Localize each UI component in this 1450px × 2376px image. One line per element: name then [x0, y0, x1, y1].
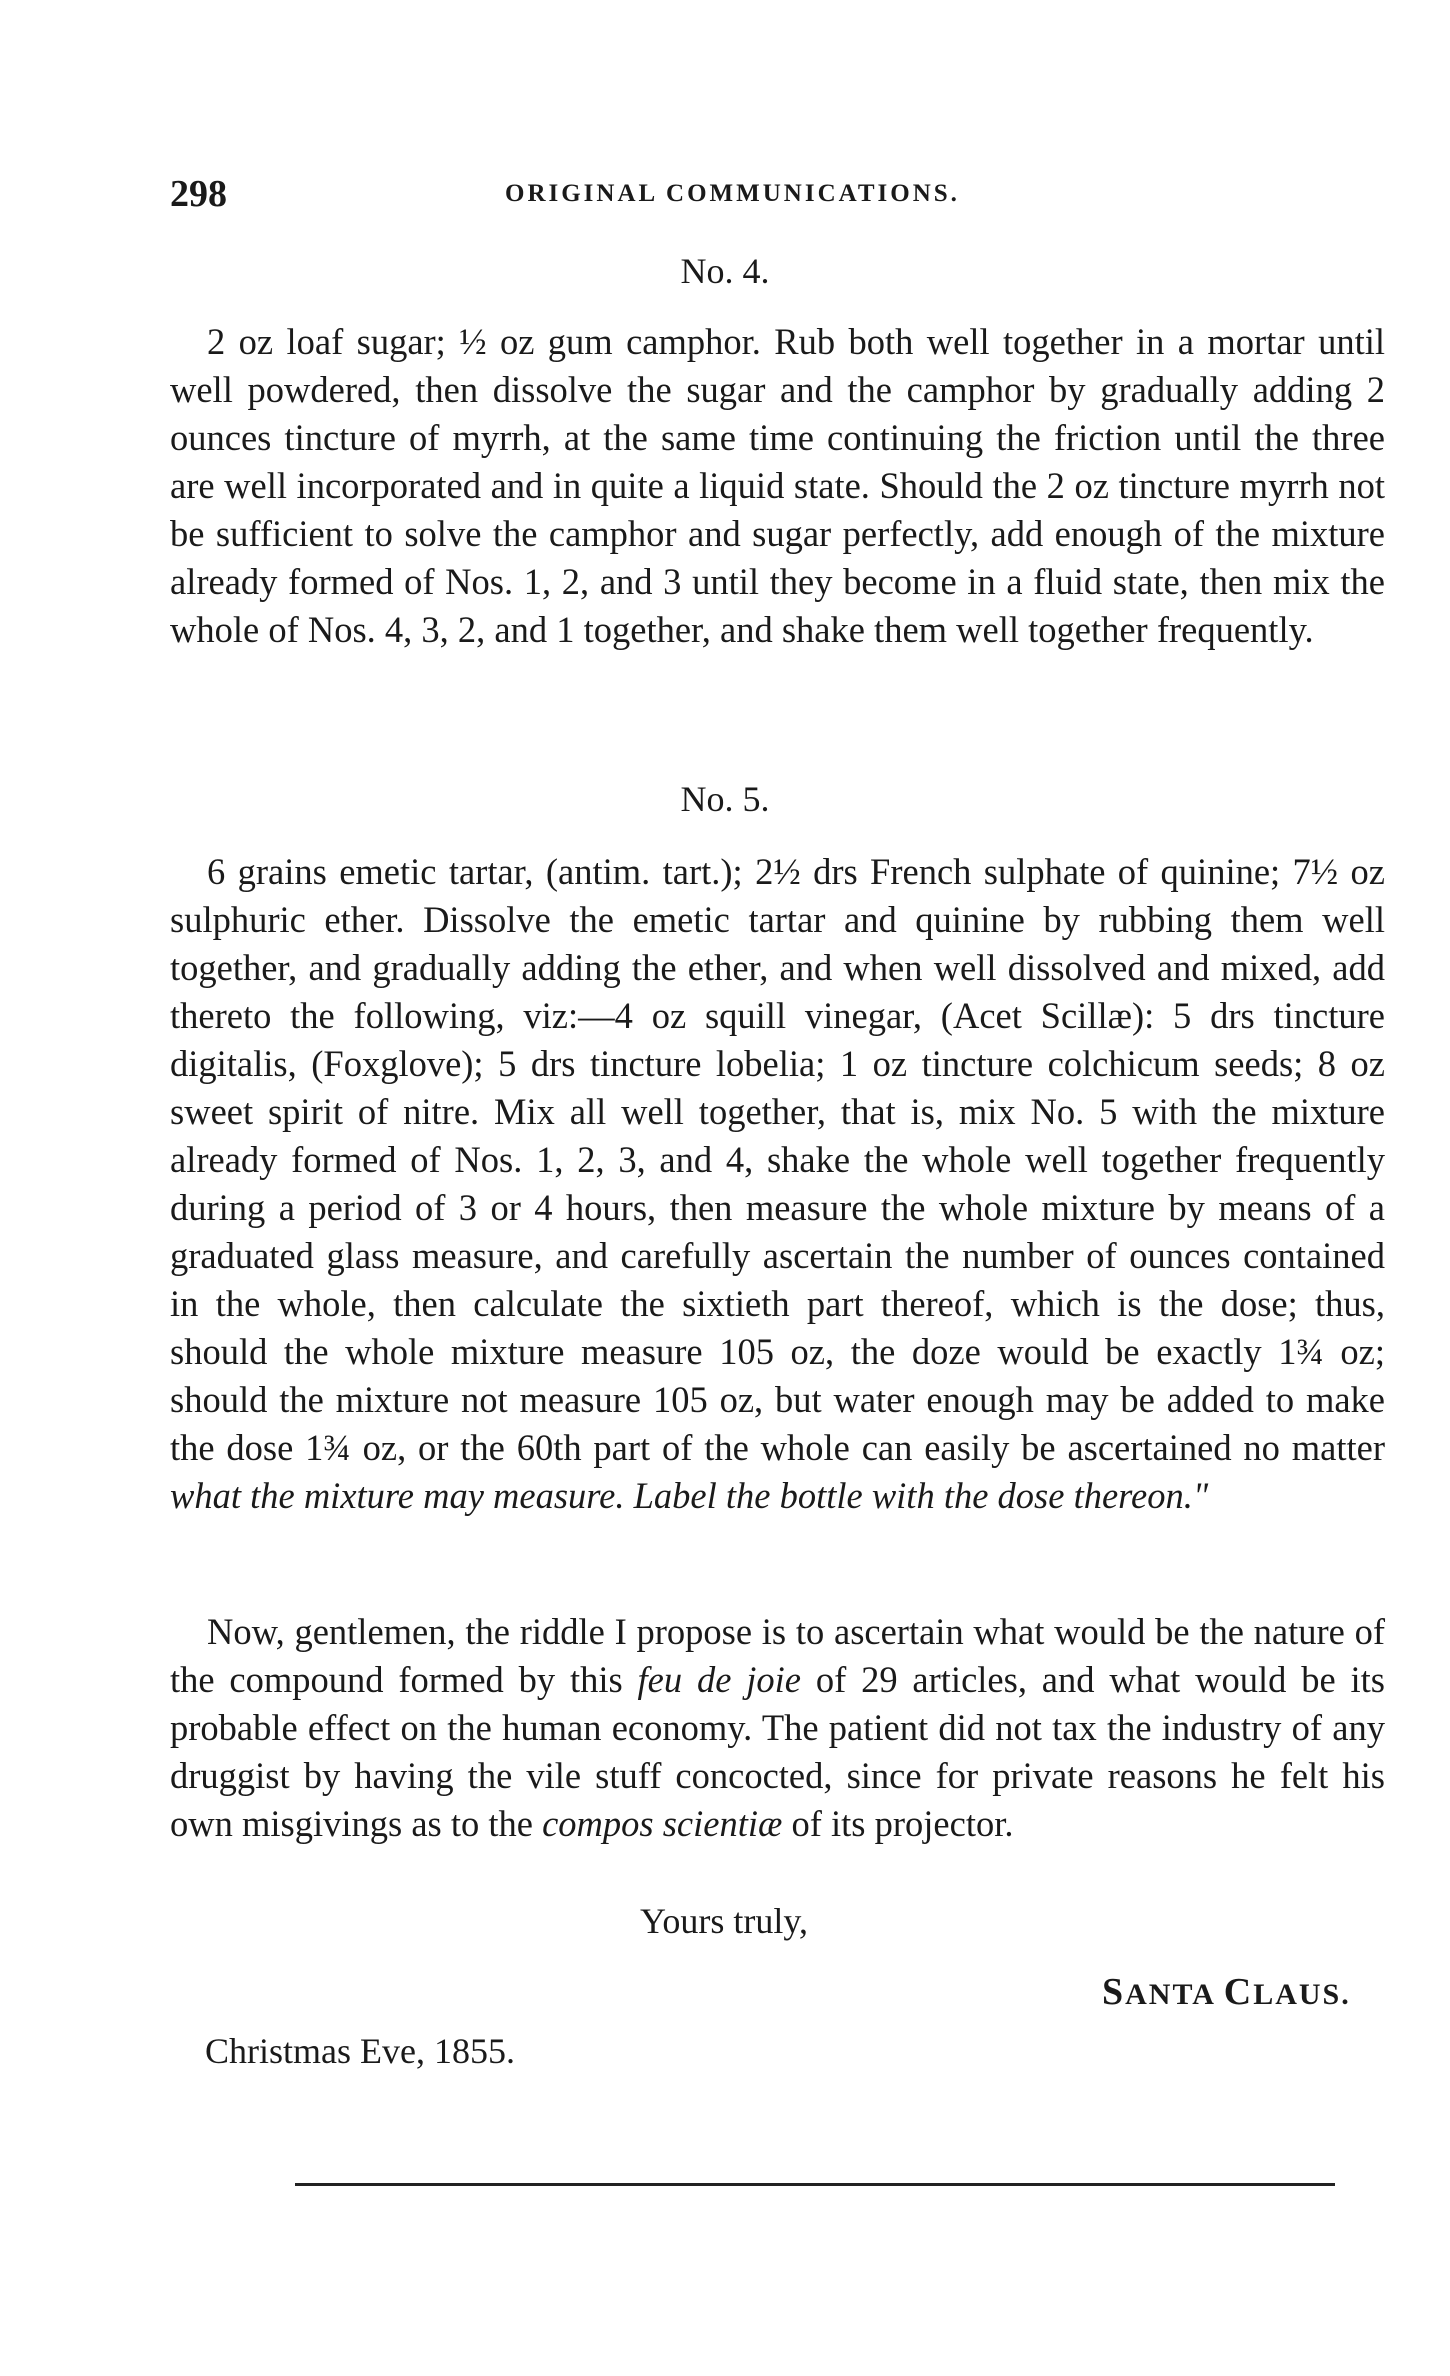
closing-part2: of 29 articles, and what would be its probable effect on the human economy. The patient did not tax the industry of any druggist by having the vile stuff concocted, since for private reasons he felt his own misgivings as to the [170, 1659, 1385, 1844]
signature [1102, 1970, 1351, 2014]
signature-first-rest: ANTA [1125, 1978, 1215, 2011]
signature-first-initial: S [1102, 1971, 1126, 2013]
signature-last-rest: LAUS. [1253, 1978, 1351, 2011]
footer-rule [295, 2183, 1335, 2186]
closing-italic-feu-de-joie: feu de joie [637, 1659, 801, 1700]
valediction: Yours truly, [640, 1901, 809, 1941]
running-title: ORIGINAL COMMUNICATIONS. [505, 180, 960, 207]
section-heading-no4: No. 4. [680, 251, 770, 291]
section-heading-no5: No. 5. [680, 779, 770, 819]
closing-italic-compos-scientiae: compos scientiæ [542, 1803, 783, 1844]
dateline: Christmas Eve, 1855. [205, 2031, 515, 2071]
signature-last-initial: C [1223, 1971, 1254, 2013]
closing-part3: of its projector. [782, 1803, 1014, 1844]
section-no5-text: 6 grains emetic tartar, (antim. tart.); 2½ drs French sulphate of quinine; 7½ oz sulphuric ether. Dissolve the emetic tartar and quinine by rubbing them well together, and gradually adding the ether, and when well dissolved and mixed, add thereto the following, viz:—4 oz squill vinegar, (Acet Scillæ): 5 drs tincture digitalis, (Foxglove); 5 drs tincture lobelia; 1 oz tincture colchicum seeds; 8 oz sweet spirit of nitre. Mix all well together, that is, mix No. 5 with the mixture already formed of Nos. 1, 2, 3, and 4, shake the whole well together frequently during a period of 3 or 4 hours, then measure the whole mixture by means of a graduated glass measure, and carefully ascertain the number of ounces contained in the whole, then calculate the sixtieth part thereof, which is the dose; thus, should the whole mixture measure 105 oz, the doze would be exactly 1¾ oz; should the mixture not measure 105 oz, but water enough may be added to make the dose 1¾ oz, or the 60th part of the whole can easily be ascertained no matter [170, 851, 1385, 1468]
closing-paragraph [170, 1608, 1385, 1848]
page-number: 298 [170, 173, 227, 215]
section-no5-paragraph [170, 848, 1385, 1520]
section-no5-italic-tail: what the mixture may measure. Label the bottle with the dose thereon." [170, 1475, 1209, 1516]
closing-part1: Now, gentlemen, the riddle I propose is to ascertain what would be the nature of the compound formed by this [170, 1611, 1385, 1700]
section-no4-paragraph: 2 oz loaf sugar; ½ oz gum camphor. Rub both well together in a mortar until well powdered, then dissolve the sugar and the camphor by gradually adding 2 ounces tincture of myrrh, at the same time continuing the friction until the three are well incorporated and in quite a liquid state. Should the 2 oz tincture myrrh not be sufficient to solve the camphor and sugar perfectly, add enough of the mixture already formed of Nos. 1, 2, and 3 until they become in a fluid state, then mix the whole of Nos. 4, 3, 2, and 1 together, and shake them well together frequently. [170, 321, 1385, 650]
